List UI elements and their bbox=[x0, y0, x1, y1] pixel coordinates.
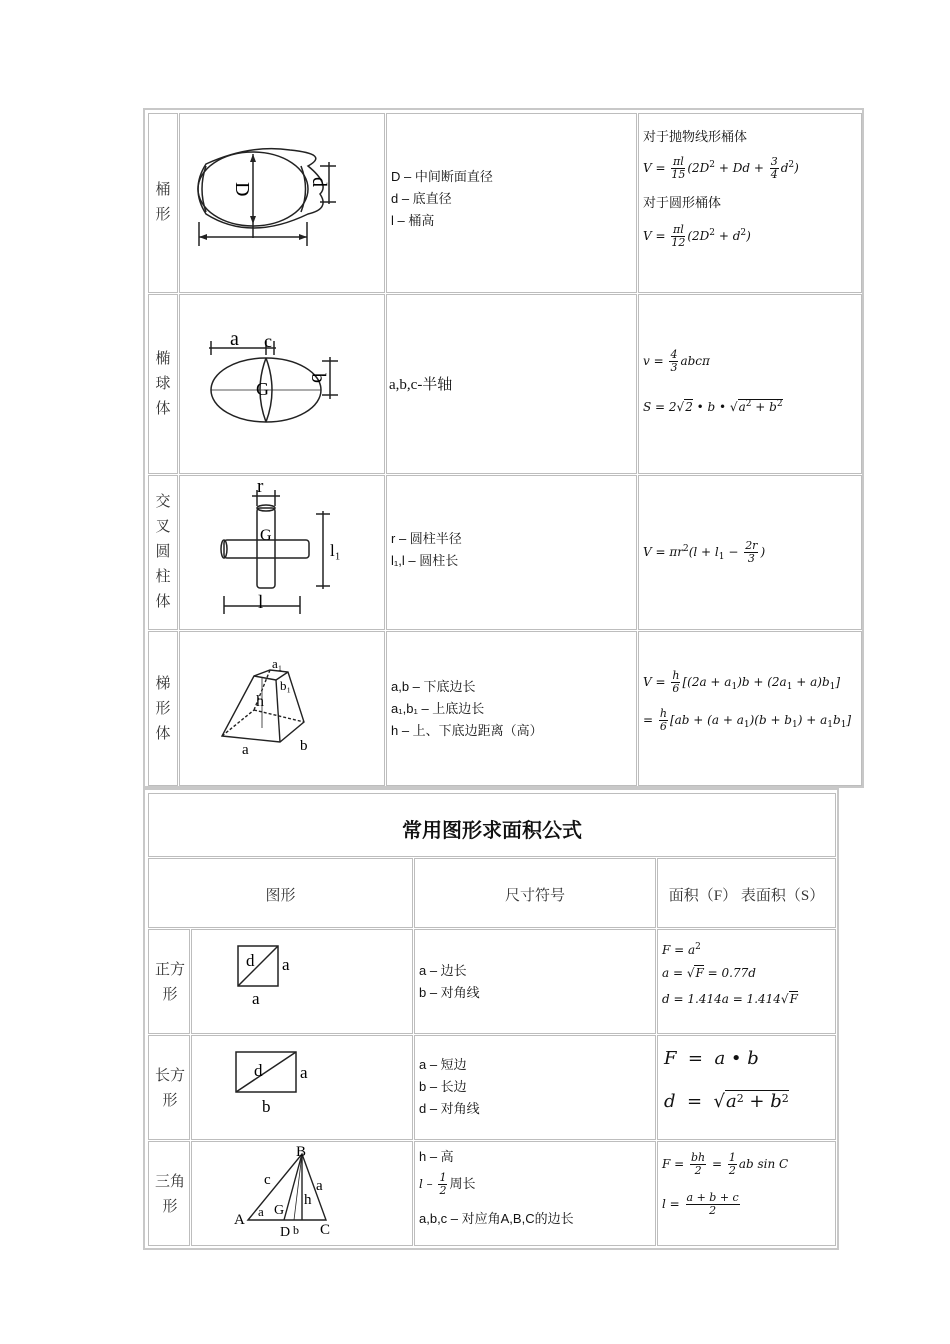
symbol-line: l – 桶高 bbox=[391, 213, 435, 228]
figure-label: c bbox=[264, 331, 272, 351]
formula: V = $\frac{\pi l}{12}$ $(2D^2 + d^2)$ bbox=[643, 223, 751, 249]
row-rectangle-figure-cell bbox=[191, 1035, 413, 1140]
figure-label: A bbox=[234, 1212, 245, 1228]
figure-label: G bbox=[260, 527, 272, 544]
area-table bbox=[143, 788, 839, 1250]
figure-label: D bbox=[231, 182, 253, 197]
row-name: 三角形 bbox=[154, 1174, 185, 1215]
section-title: 常用图形求面积公式 bbox=[402, 818, 582, 842]
figure-label: d bbox=[308, 177, 330, 187]
figure-label: b bbox=[262, 1097, 271, 1116]
row-name: 交叉圆柱体 bbox=[155, 494, 171, 610]
row-triangle-name-cell bbox=[148, 1141, 190, 1246]
formula: F = $\frac{bh}{2}$ = $\frac{1}{2}$ ab sin C bbox=[662, 1151, 789, 1177]
figure-label: b bbox=[300, 738, 308, 754]
row-rectangle-name-cell bbox=[148, 1035, 190, 1140]
column-header: 面积（F） 表面积（S） bbox=[668, 888, 825, 904]
figure-label: h bbox=[304, 1192, 312, 1208]
formula: V = $\frac{h}{6}$ $[(2a + a_1)b + (2a_1 + a)b_1]$ bbox=[643, 669, 841, 695]
row-cross-cylinder-figure-cell bbox=[179, 475, 385, 630]
symbol-line: a₁,b₁ – 上底边长 bbox=[391, 701, 485, 716]
symbol-line: b – 对角线 bbox=[419, 985, 480, 1000]
figure-label: a bbox=[230, 328, 239, 350]
ellipsoid-figure bbox=[180, 295, 384, 473]
rectangle-figure bbox=[192, 1036, 412, 1139]
formula: v = $\frac{4}{3}$ abcπ bbox=[643, 348, 710, 374]
figure-label: r bbox=[257, 476, 264, 497]
symbol-line: h – 高 bbox=[419, 1149, 454, 1164]
row-barrel-name-cell bbox=[148, 113, 178, 293]
formula: V = $\frac{\pi l}{15}$ ($2D^2 + Dd$ + $\frac{3}{4}$ $d^2$) bbox=[643, 155, 799, 181]
triangle-figure bbox=[192, 1142, 412, 1245]
formula: $F = a^2$ bbox=[662, 942, 701, 957]
figure-label: G bbox=[256, 379, 269, 399]
formula: a = √F = 0.77d bbox=[662, 966, 756, 980]
symbol-line: b – 长边 bbox=[419, 1079, 467, 1094]
row-ellipsoid-name-cell bbox=[148, 294, 178, 474]
square-figure bbox=[192, 930, 412, 1033]
row-name: 梯形体 bbox=[155, 676, 171, 742]
row-square-formula-cell bbox=[657, 929, 836, 1034]
figure-label: h bbox=[256, 693, 264, 710]
figure-label: l bbox=[258, 592, 264, 613]
row-barrel-figure-cell bbox=[179, 113, 385, 293]
figure-label: c bbox=[264, 1172, 271, 1188]
column-header: 尺寸符号 bbox=[504, 888, 565, 904]
formula: F = a • b bbox=[664, 1048, 759, 1069]
figure-label: D bbox=[280, 1225, 291, 1240]
cross-cylinder-figure bbox=[180, 476, 384, 629]
formula: $V = \pi r^2(l + l_1$ − $\frac{2r}{3}$ ) bbox=[643, 539, 766, 565]
symbol-line: a,b,c-半轴 bbox=[389, 377, 453, 393]
formula: $d = √a^2 + b^2$ bbox=[664, 1091, 789, 1112]
symbol-line: a,b – 下底边长 bbox=[391, 679, 476, 694]
volume-table bbox=[143, 108, 864, 788]
figure-label: b bbox=[293, 1223, 299, 1237]
figure-label: a bbox=[316, 1178, 323, 1194]
row-triangle-formula-cell bbox=[657, 1141, 836, 1246]
row-barrel-formula-cell bbox=[638, 113, 862, 293]
figure-label: a₁ bbox=[272, 656, 283, 671]
formula: S = 2√2 • b • $√a^2 + b^2$ bbox=[643, 399, 783, 414]
symbol-line: h – 上、下底边距离（高） bbox=[391, 723, 543, 738]
perimeter-symbol: l – $\frac{1}{2}$ 周长 bbox=[419, 1171, 476, 1197]
row-name: 桶形 bbox=[155, 182, 171, 223]
figure-label: l₁ bbox=[330, 541, 341, 560]
row-square-name-cell bbox=[148, 929, 190, 1034]
row-name: 正方形 bbox=[154, 962, 185, 1003]
row-prismoid-formula-cell bbox=[638, 631, 862, 786]
formula: d = 1.414a = 1.414√F bbox=[662, 992, 798, 1006]
row-triangle-symbol-cell bbox=[414, 1141, 656, 1246]
header-cell-figure bbox=[148, 858, 413, 928]
figure-label: B bbox=[296, 1144, 307, 1160]
row-rectangle-formula-cell bbox=[657, 1035, 836, 1140]
figure-label: G bbox=[274, 1203, 285, 1218]
row-cross-cylinder-name-cell bbox=[148, 475, 178, 630]
row-square-figure-cell bbox=[191, 929, 413, 1034]
formula: l = $\frac{a + b + c}{2}$ bbox=[662, 1191, 739, 1217]
figure-label: a bbox=[242, 742, 249, 758]
row-ellipsoid-symbol-cell bbox=[386, 294, 637, 474]
symbol-line: a,b,c – 对应角A,B,C的边长 bbox=[419, 1211, 574, 1226]
symbol-line: r – 圆柱半径 bbox=[391, 531, 462, 546]
symbol-line: 周长 bbox=[449, 1176, 476, 1191]
figure-label: b₁ bbox=[280, 678, 292, 693]
row-name: 椭球体 bbox=[155, 351, 171, 417]
symbol-line: d – 对角线 bbox=[419, 1101, 480, 1116]
row-cross-cylinder-formula-cell bbox=[638, 475, 862, 630]
row-ellipsoid-formula-cell bbox=[638, 294, 862, 474]
row-cross-cylinder-symbol-cell bbox=[386, 475, 637, 630]
row-prismoid-symbol-cell bbox=[386, 631, 637, 786]
formula-label: 对于圆形桶体 bbox=[643, 195, 722, 210]
figure-label: a bbox=[258, 1204, 264, 1219]
symbol-line: D – 中间断面直径 bbox=[391, 169, 493, 184]
figure-label: d bbox=[254, 1061, 263, 1080]
formula-label: 对于抛物线形桶体 bbox=[643, 129, 748, 144]
symbol-line: a – 短边 bbox=[419, 1057, 467, 1072]
row-ellipsoid-figure-cell bbox=[179, 294, 385, 474]
symbol-line: d – 底直径 bbox=[391, 191, 452, 206]
symbol-line: l₁,l – 圆柱长 bbox=[391, 553, 459, 568]
row-prismoid-figure-cell bbox=[179, 631, 385, 786]
formula: = $\frac{h}{6}$ $[ab + (a + a_1)(b + b_1) + a_1b_1]$ bbox=[643, 707, 852, 733]
symbol-line: a – 边长 bbox=[419, 963, 467, 978]
row-triangle-figure-cell bbox=[191, 1141, 413, 1246]
row-barrel-symbol-cell bbox=[386, 113, 637, 293]
figure-label: a bbox=[252, 989, 260, 1008]
figure-label: C bbox=[320, 1222, 331, 1238]
prismoid-figure bbox=[180, 632, 384, 785]
row-name: 长方形 bbox=[154, 1068, 185, 1109]
figure-label: a bbox=[282, 955, 290, 974]
figure-label: d bbox=[246, 951, 255, 970]
figure-label: a bbox=[300, 1063, 308, 1082]
row-rectangle-symbol-cell bbox=[414, 1035, 656, 1140]
header-cell-formula bbox=[657, 858, 836, 928]
figure-label: b bbox=[307, 373, 329, 383]
row-prismoid-name-cell bbox=[148, 631, 178, 786]
header-cell-symbols bbox=[414, 858, 656, 928]
column-header: 图形 bbox=[265, 888, 296, 904]
title-cell bbox=[148, 793, 836, 857]
row-square-symbol-cell bbox=[414, 929, 656, 1034]
barrel-figure bbox=[180, 114, 384, 292]
